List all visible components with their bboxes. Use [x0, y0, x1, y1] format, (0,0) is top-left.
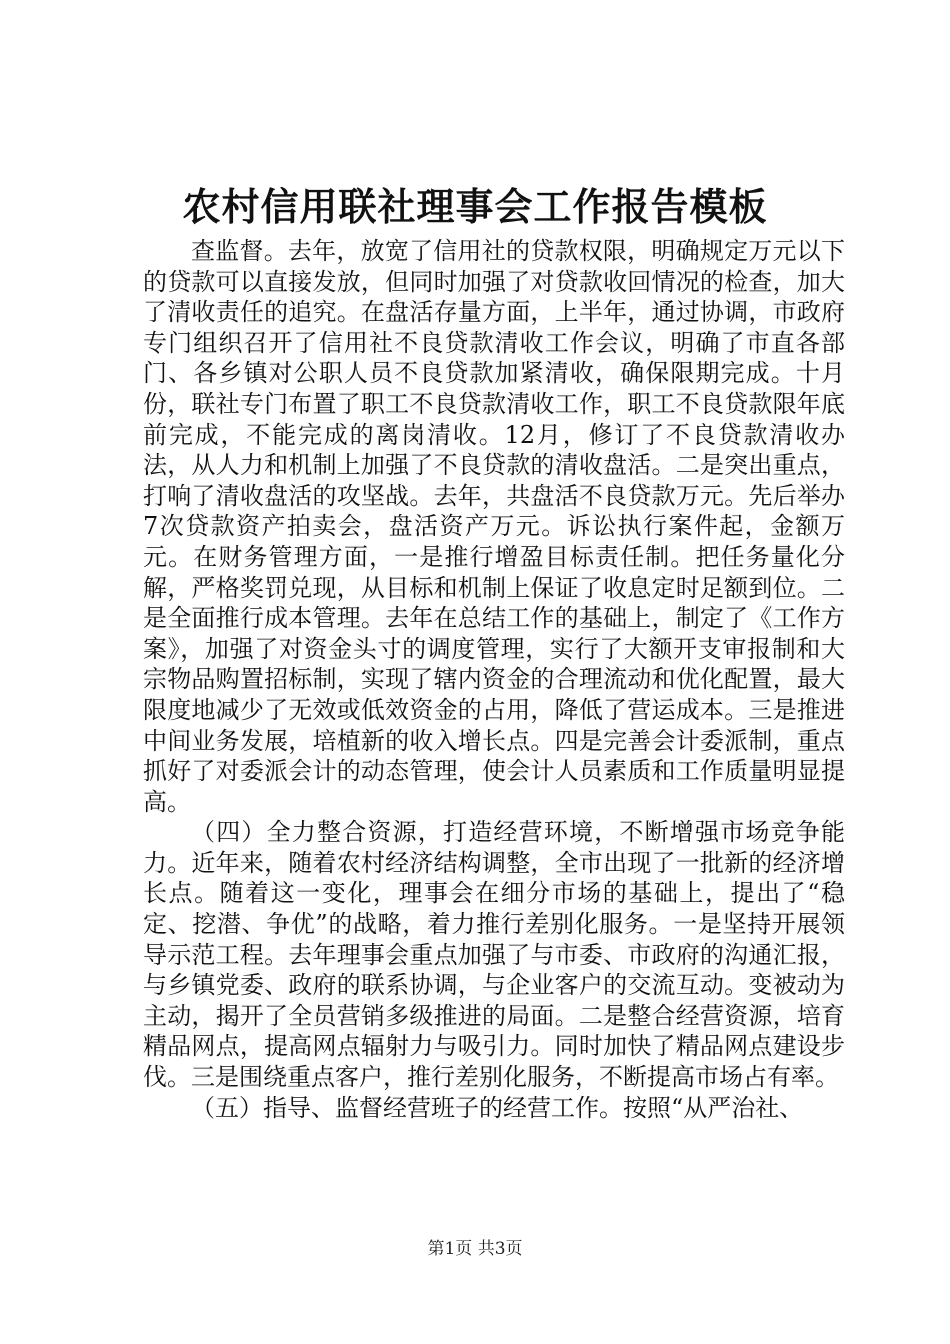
paragraph-2: （四）全力整合资源，打造经营环境，不断增强市场竞争能力。近年来，随着农村经济结构调整，全市出现了一批新的经济增长点。随着这一变化，理事会在细分市场的基础上，提出了“稳定、挖潜、争优”的战略，着力推行差别化服务。一是坚持开展领导示范工程。去年理事会重点加强了与市委、市政府的沟通汇报，与乡镇党委、政府的联系协调，与企业客户的交流互动。变被动为主动，揭开了全员营销多级推进的局面。二是整合经营资源，培育精品网点，提高网点辐射力与吸引力。同时加快了精品网点建设步伐。三是围绕重点客户，推行差别化服务，不断提高市场占有率。	[143, 818, 845, 1092]
paragraph-1: 查监督。去年，放宽了信用社的贷款权限，明确规定万元以下的贷款可以直接发放，但同时加强了对贷款收回情况的检查，加大了清收责任的追究。在盘活存量方面，上半年，通过协调，市政府专门组织召开了信用社不良贷款清收工作会议，明确了市直各部门、各乡镇对公职人员不良贷款加紧清收，确保限期完成。十月份，联社专门布置了职工不良贷款清收工作，职工不良贷款限年底前完成，不能完成的离岗清收。12月，修订了不良贷款清收办法，从人力和机制上加强了不良贷款的清收盘活。二是突出重点，打响了清收盘活的攻坚战。去年，共盘活不良贷款万元。先后举办7次贷款资产拍卖会，盘活资产万元。诉讼执行案件起，金额万元。在财务管理方面，一是推行增盈目标责任制。把任务量化分解，严格奖罚兑现，从目标和机制上保证了收息定时足额到位。二是全面推行成本管理。去年在总结工作的基础上，制定了《工作方案》，加强了对资金头寸的调度管理，实行了大额开支审报制和大宗物品购置招标制，实现了辖内资金的合理流动和优化配置，最大限度地减少了无效或低效资金的占用，降低了营运成本。三是推进中间业务发展，培植新的收入增长点。四是完善会计委派制，重点抓好了对委派会计的动态管理，使会计人员素质和工作质量明显提高。	[143, 237, 845, 816]
page-footer: 第1页 共3页	[427, 1239, 523, 1259]
paragraph-3: （五）指导、监督经营班子的经营工作。按照“从严治社、	[191, 1093, 804, 1122]
document-body	[143, 236, 845, 1123]
document-title: 农村信用联社理事会工作报告模板	[182, 184, 768, 229]
